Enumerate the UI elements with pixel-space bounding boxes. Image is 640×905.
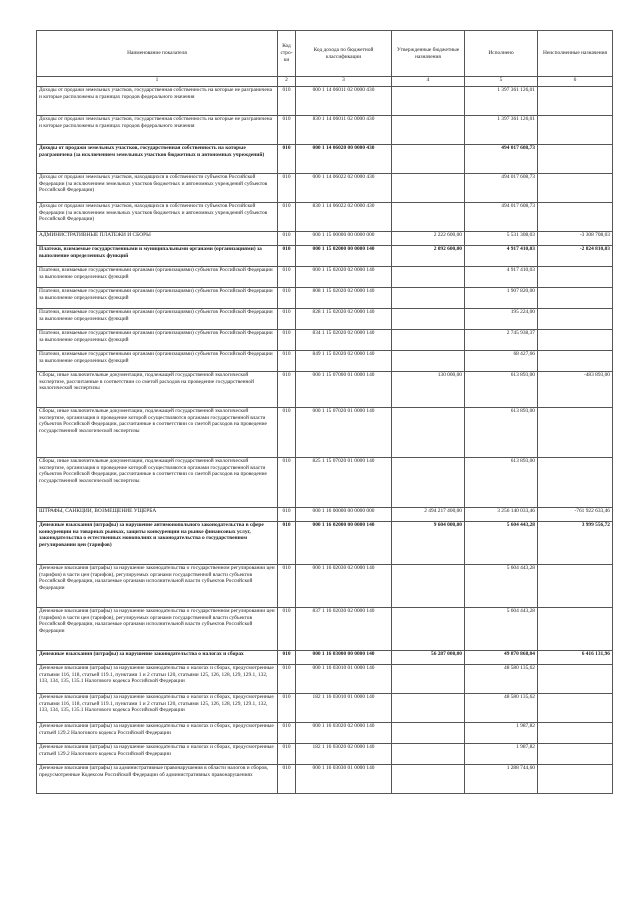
row-approved: 2 092 600,00 xyxy=(392,246,465,267)
row-unexecuted xyxy=(538,723,613,744)
row-unexecuted: 6 416 131,96 xyxy=(538,651,613,665)
row-executed: 68 427,66 xyxy=(465,351,538,372)
row-income-code: 000 1 14 06022 02 0000 430 xyxy=(296,174,392,203)
row-approved xyxy=(392,608,465,651)
table-row xyxy=(37,458,613,508)
row-name: Доходы от продажи земельных участков, находящихся в собственности субъектов Российской Федерации (за исключением земельных участков бюджетных и автономных учреждений субъектов Российской Федерации) xyxy=(37,203,278,232)
row-name: Денежные взыскания (штрафы) за нарушение законодательства о налогах и сборах, предусмотренные статьей 129.2 Налогового кодекса Российской Федерации xyxy=(37,723,278,744)
row-line-code: 010 xyxy=(278,330,296,351)
row-approved: 2 222 600,00 xyxy=(392,232,465,246)
row-unexecuted xyxy=(538,87,613,116)
row-line-code: 010 xyxy=(278,351,296,372)
row-line-code: 010 xyxy=(278,203,296,232)
row-income-code: 000 1 16 02030 02 0000 140 xyxy=(296,565,392,608)
row-name: ШТРАФЫ, САНКЦИИ, ВОЗМЕЩЕНИЕ УЩЕРБА xyxy=(37,508,278,522)
row-name: Платежи, взимаемые государственными органами (организациями) субъектов Российской Федерации за выполнение определенных функций xyxy=(37,351,278,372)
row-approved: 9 604 000,00 xyxy=(392,522,465,565)
row-name: Доходы от продажи земельных участков, государственная собственность на которые не разграничена и которые расположены в границах городов федерального значения xyxy=(37,87,278,116)
table-row xyxy=(37,116,613,145)
row-income-code: 182 1 16 03010 01 0000 140 xyxy=(296,694,392,723)
row-name: Денежные взыскания (штрафы) за нарушение антимонопольного законодательства в сфере конкуренции на товарных рынках, защиты конкуренции на рынке финансовых услуг, законодательства о естественных монополиях и законодательства о государственном регулировании цен (тарифов) xyxy=(37,522,278,565)
row-executed: 2 745 938,37 xyxy=(465,330,538,351)
row-executed: 1 987,82 xyxy=(465,723,538,744)
row-line-code: 010 xyxy=(278,508,296,522)
table-row xyxy=(37,87,613,116)
row-unexecuted: -3 308 708,03 xyxy=(538,232,613,246)
row-line-code: 010 xyxy=(278,458,296,508)
row-income-code: 830 1 14 06011 02 0000 430 xyxy=(296,116,392,145)
row-approved xyxy=(392,408,465,458)
row-approved xyxy=(392,145,465,174)
header-executed: Исполнено xyxy=(465,31,538,77)
row-line-code: 010 xyxy=(278,608,296,651)
row-executed: 1 288 744,60 xyxy=(465,765,538,794)
row-name: Сборы, иные заключительные документации, подлежащей государственной экологической экспертизе, организация и проведение которой осуществляются органами государственной власти субъектов Российской Федерации, рассчитанные в соответствии со сметой расходов на проведение государственной экологической экспертизы xyxy=(37,458,278,508)
row-unexecuted xyxy=(538,309,613,330)
row-name: Платежи, взимаемые государственными органами (организациями) субъектов Российской Федерации за выполнение определенных функций xyxy=(37,309,278,330)
page-mark xyxy=(0,0,576,6)
table-row xyxy=(37,203,613,232)
row-approved xyxy=(392,116,465,145)
table-body xyxy=(37,87,613,794)
column-number: 1 xyxy=(37,77,278,87)
row-approved xyxy=(392,267,465,288)
row-unexecuted xyxy=(538,765,613,794)
table-row xyxy=(37,372,613,408)
row-executed: 494 017 608,73 xyxy=(465,203,538,232)
row-income-code: 830 1 14 06022 02 0000 430 xyxy=(296,203,392,232)
table-row xyxy=(37,174,613,203)
row-unexecuted xyxy=(538,288,613,309)
row-line-code: 010 xyxy=(278,408,296,458)
row-executed: 613 893,00 xyxy=(465,372,538,408)
row-executed: 5 531 308,03 xyxy=(465,232,538,246)
table-row xyxy=(37,408,613,458)
row-income-code: 000 1 16 03020 02 0000 140 xyxy=(296,723,392,744)
row-income-code: 000 1 16 02000 00 0000 140 xyxy=(296,522,392,565)
row-income-code: 000 1 15 02020 02 0000 140 xyxy=(296,267,392,288)
row-income-code: 000 1 16 03030 01 0000 140 xyxy=(296,765,392,794)
row-executed: 48 580 135,62 xyxy=(465,665,538,694)
row-approved xyxy=(392,330,465,351)
row-approved xyxy=(392,87,465,116)
row-line-code: 010 xyxy=(278,765,296,794)
row-income-code: 000 1 16 00000 00 0000 000 xyxy=(296,508,392,522)
row-income-code: 000 1 15 00000 00 0000 000 xyxy=(296,232,392,246)
row-unexecuted: -2 824 810,03 xyxy=(538,246,613,267)
table-row xyxy=(37,267,613,288)
row-name: Денежные взыскания (штрафы) за нарушение законодательства о государственном регулировании цен (тарифов) в части цен (тарифов), регулируемых органами государственной власти субъектов Российской Федерации, налагаемые органами исполнительной власти субъектов Российской Федерации xyxy=(37,608,278,651)
row-executed: 1 397 361 126,01 xyxy=(465,116,538,145)
table-row xyxy=(37,330,613,351)
row-line-code: 010 xyxy=(278,372,296,408)
row-name: Платежи, взимаемые государственными органами (организациями) субъектов Российской Федерации за выполнение определенных функций xyxy=(37,267,278,288)
row-unexecuted: 3 999 556,72 xyxy=(538,522,613,565)
row-approved: 56 287 000,00 xyxy=(392,651,465,665)
table-row xyxy=(37,651,613,665)
row-executed: 613 893,00 xyxy=(465,408,538,458)
row-name: Доходы от продажи земельных участков, государственная собственность на которые разграничена (за исключением земельных участков бюджетных и автономных учреждений) xyxy=(37,145,278,174)
table-row xyxy=(37,665,613,694)
row-line-code: 010 xyxy=(278,145,296,174)
table-row xyxy=(37,232,613,246)
header-approved: Утвержденные бюджетные назначения xyxy=(392,31,465,77)
row-unexecuted xyxy=(538,116,613,145)
row-line-code: 010 xyxy=(278,267,296,288)
row-executed: 48 580 135,62 xyxy=(465,694,538,723)
budget-execution-table xyxy=(36,30,613,794)
row-name: Платежи, взимаемые государственными органами (организациями) субъектов Российской Федерации за выполнение определенных функций xyxy=(37,288,278,309)
row-line-code: 010 xyxy=(278,651,296,665)
table-row xyxy=(37,309,613,330)
table-row xyxy=(37,608,613,651)
row-income-code: 808 1 15 02020 02 0000 140 xyxy=(296,288,392,309)
row-name: Сборы, иные заключительные документации, подлежащей государственной экологической экспертизе, рассчитанные в соответствии со сметой расходов на проведение государственной экологической экспертизы xyxy=(37,372,278,408)
row-income-code: 828 1 15 02020 02 0000 140 xyxy=(296,309,392,330)
table-row xyxy=(37,145,613,174)
row-line-code: 010 xyxy=(278,522,296,565)
row-income-code: 000 1 14 06020 00 0000 430 xyxy=(296,145,392,174)
row-line-code: 010 xyxy=(278,694,296,723)
row-unexecuted xyxy=(538,744,613,765)
row-line-code: 010 xyxy=(278,174,296,203)
row-unexecuted xyxy=(538,267,613,288)
row-executed: 5 604 443,28 xyxy=(465,522,538,565)
row-name: Платежи, взимаемые государственными органами (организациями) субъектов Российской Федерации за выполнение определенных функций xyxy=(37,330,278,351)
row-income-code: 837 1 16 02030 02 0000 140 xyxy=(296,608,392,651)
row-name: Доходы от продажи земельных участков, государственная собственность на которые не разграничена и которые расположены в границах городов федерального значения xyxy=(37,116,278,145)
row-executed: 494 017 608,73 xyxy=(465,145,538,174)
row-income-code: 825 1 15 07020 01 0000 140 xyxy=(296,458,392,508)
row-unexecuted xyxy=(538,565,613,608)
row-approved xyxy=(392,288,465,309)
row-unexecuted xyxy=(538,174,613,203)
row-executed: 5 604 443,28 xyxy=(465,565,538,608)
row-approved xyxy=(392,203,465,232)
row-name: Платежи, взимаемые государственными и муниципальными органами (организациями) за выполнение определенных функций xyxy=(37,246,278,267)
row-name: Сборы, иные заключительные документации, подлежащей государственной экологической экспертизе, организация и проведение которой осуществляются органами государственной власти субъектов Российской Федерации, рассчитанные в соответствии со сметой расходов на проведение государственной экологической экспертизы xyxy=(37,408,278,458)
row-line-code: 010 xyxy=(278,288,296,309)
table-row xyxy=(37,351,613,372)
header-name: Наименование показателя xyxy=(37,31,278,77)
header-line-code: Код стро-ки xyxy=(278,31,296,77)
row-unexecuted xyxy=(538,694,613,723)
header-income-code: Код дохода по бюджетной классификации xyxy=(296,31,392,77)
row-unexecuted xyxy=(538,665,613,694)
row-executed: 5 604 443,28 xyxy=(465,608,538,651)
column-number: 5 xyxy=(465,77,538,87)
row-income-code: 000 1 14 06011 02 0000 430 xyxy=(296,87,392,116)
row-approved xyxy=(392,309,465,330)
row-name: АДМИНИСТРАТИВНЫЕ ПЛАТЕЖИ И СБОРЫ xyxy=(37,232,278,246)
row-income-code: 000 1 15 07000 01 0000 140 xyxy=(296,372,392,408)
table-row xyxy=(37,765,613,794)
row-approved xyxy=(392,765,465,794)
row-unexecuted xyxy=(538,408,613,458)
row-line-code: 010 xyxy=(278,723,296,744)
row-executed: 4 917 410,03 xyxy=(465,246,538,267)
row-approved xyxy=(392,665,465,694)
row-unexecuted xyxy=(538,145,613,174)
row-executed: 49 870 868,04 xyxy=(465,651,538,665)
row-name: Доходы от продажи земельных участков, находящихся в собственности субъектов Российской Федерации (за исключением земельных участков бюджетных и автономных учреждений субъектов Российской Федерации) xyxy=(37,174,278,203)
header-row xyxy=(37,31,613,77)
row-unexecuted xyxy=(538,351,613,372)
table-row xyxy=(37,565,613,608)
column-number: 2 xyxy=(278,77,296,87)
row-income-code: 000 1 16 03010 01 0000 140 xyxy=(296,665,392,694)
row-approved xyxy=(392,565,465,608)
row-unexecuted xyxy=(538,458,613,508)
column-number: 3 xyxy=(296,77,392,87)
row-line-code: 010 xyxy=(278,665,296,694)
row-name: Денежные взыскания (штрафы) за нарушение законодательства о налогах и сборах, предусмотренные статьями 116, 118, статьей 119.1, пунктами 1 и 2 статьи 120, статьями 125, 126, 128, 129, 129.1, 132, 133, 134, 135, 135.1 Налогового кодекса Российской Федерации xyxy=(37,694,278,723)
row-line-code: 010 xyxy=(278,565,296,608)
row-income-code: 849 1 15 02020 02 0000 140 xyxy=(296,351,392,372)
row-executed: 613 893,00 xyxy=(465,458,538,508)
row-income-code: 834 1 15 02020 02 0000 140 xyxy=(296,330,392,351)
row-executed: 3 256 140 033,46 xyxy=(465,508,538,522)
row-executed: 1 397 361 126,01 xyxy=(465,87,538,116)
row-line-code: 010 xyxy=(278,116,296,145)
column-number-row xyxy=(37,77,613,87)
row-approved: 130 000,00 xyxy=(392,372,465,408)
row-approved xyxy=(392,351,465,372)
row-income-code: 182 1 16 03020 02 0000 140 xyxy=(296,744,392,765)
row-executed: 494 017 608,73 xyxy=(465,174,538,203)
row-name: Денежные взыскания (штрафы) за нарушение законодательства о налогах и сборах, предусмотренные статьей 129.2 Налогового кодекса Российской Федерации xyxy=(37,744,278,765)
row-line-code: 010 xyxy=(278,246,296,267)
report-sheet xyxy=(36,30,612,794)
row-executed: 1 987,82 xyxy=(465,744,538,765)
table-row xyxy=(37,522,613,565)
row-approved xyxy=(392,744,465,765)
row-name: Денежные взыскания (штрафы) за нарушение законодательства о налогах и сборах xyxy=(37,651,278,665)
column-number: 6 xyxy=(538,77,613,87)
row-name: Денежные взыскания (штрафы) за нарушение законодательства о государственном регулировании цен (тарифов) в части цен (тарифов), регулируемых органами государственной власти субъектов Российской Федерации, налагаемые органами исполнительной власти субъектов Российской Федерации xyxy=(37,565,278,608)
table-row xyxy=(37,246,613,267)
row-executed: 195 224,00 xyxy=(465,309,538,330)
table-row xyxy=(37,744,613,765)
column-number: 4 xyxy=(392,77,465,87)
row-approved xyxy=(392,694,465,723)
row-unexecuted: -483 893,00 xyxy=(538,372,613,408)
row-line-code: 010 xyxy=(278,744,296,765)
row-unexecuted: -761 922 633,46 xyxy=(538,508,613,522)
row-unexecuted xyxy=(538,330,613,351)
row-income-code: 000 1 15 07020 01 0000 140 xyxy=(296,408,392,458)
row-income-code: 000 1 15 02000 00 0000 140 xyxy=(296,246,392,267)
row-name: Денежные взыскания (штрафы) за нарушение законодательства о налогах и сборах, предусмотренные статьями 116, 118, статьей 119.1, пунктами 1 и 2 статьи 120, статьями 125, 126, 128, 129, 129.1, 132, 133, 134, 135, 135.1 Налогового кодекса Российской Федерации xyxy=(37,665,278,694)
row-line-code: 010 xyxy=(278,232,296,246)
table-row xyxy=(37,723,613,744)
row-unexecuted xyxy=(538,608,613,651)
row-executed: 1 907 820,00 xyxy=(465,288,538,309)
row-executed: 4 917 410,03 xyxy=(465,267,538,288)
row-approved xyxy=(392,723,465,744)
row-approved: 2 494 217 400,00 xyxy=(392,508,465,522)
row-income-code: 000 1 16 03000 00 0000 140 xyxy=(296,651,392,665)
header-unexecuted: Неисполненные назначения xyxy=(538,31,613,77)
row-line-code: 010 xyxy=(278,87,296,116)
table-row xyxy=(37,694,613,723)
row-approved xyxy=(392,458,465,508)
table-row xyxy=(37,508,613,522)
row-line-code: 010 xyxy=(278,309,296,330)
row-name: Денежные взыскания (штрафы) за административные правонарушения в области налогов и сборов, предусмотренные Кодексом Российской Федерации об административных правонарушениях xyxy=(37,765,278,794)
row-unexecuted xyxy=(538,203,613,232)
row-approved xyxy=(392,174,465,203)
table-row xyxy=(37,288,613,309)
